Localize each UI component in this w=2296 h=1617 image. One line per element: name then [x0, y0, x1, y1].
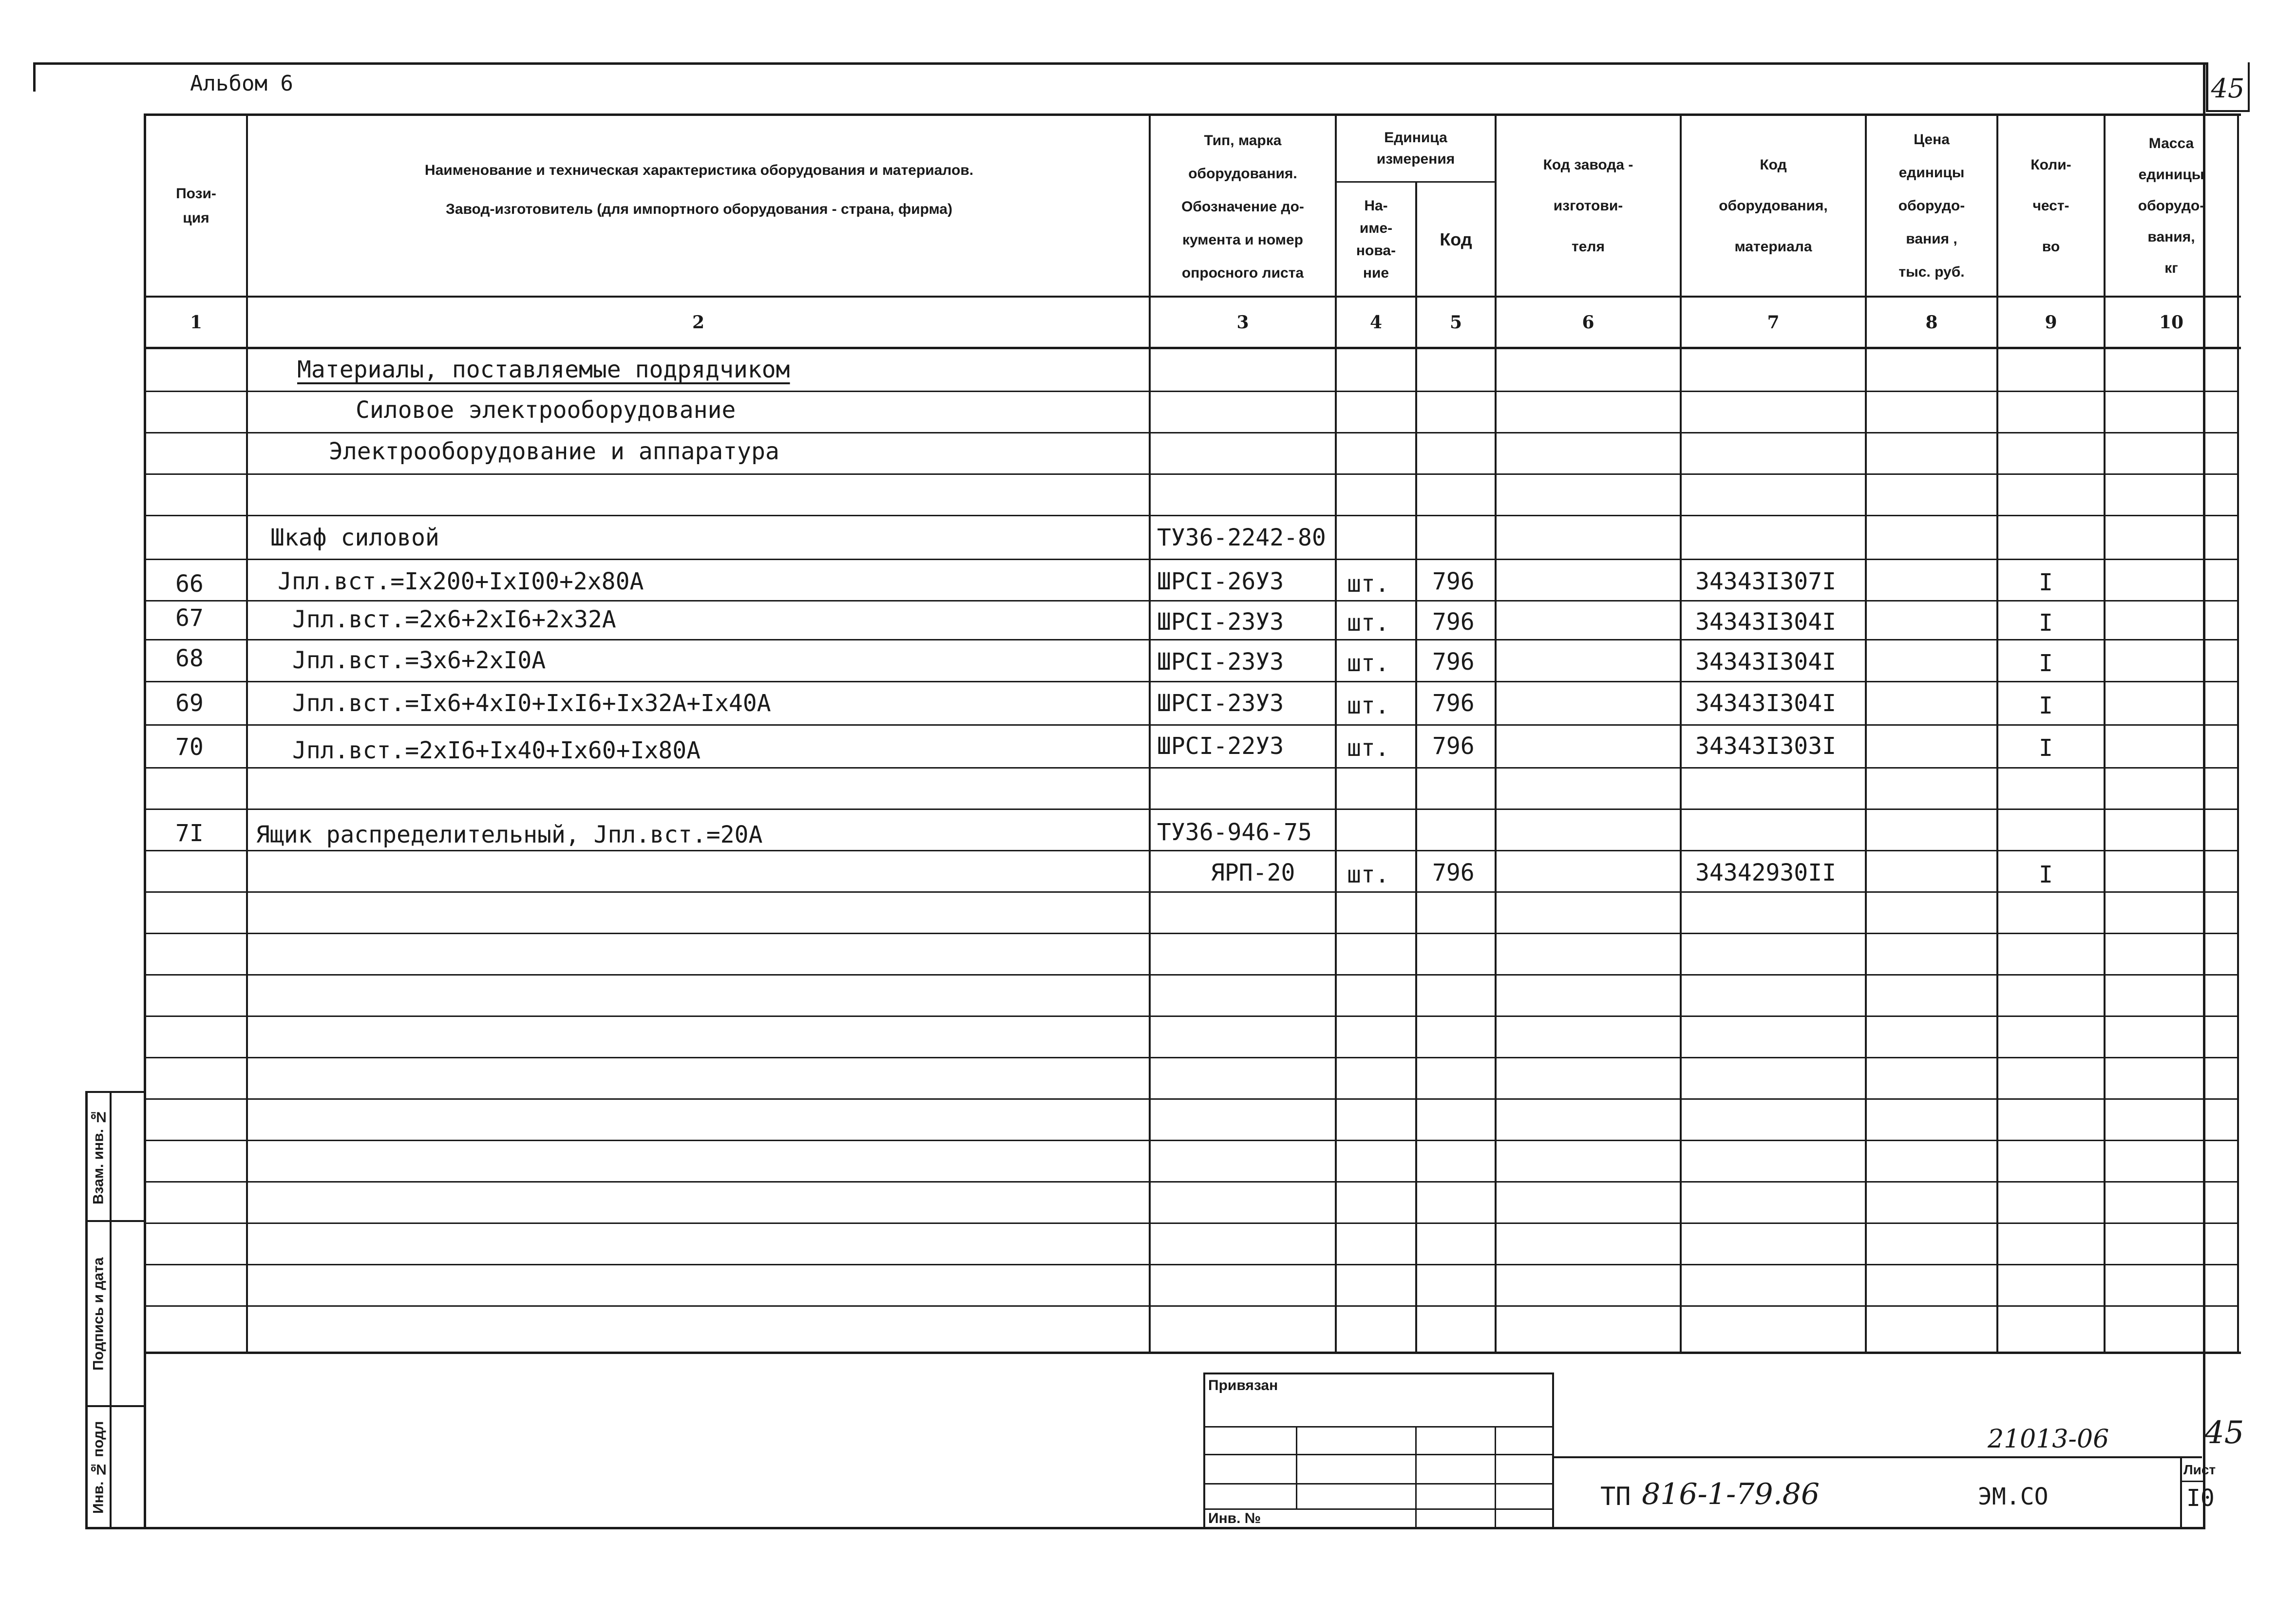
row-unit-code: 796 [1432, 859, 1475, 886]
column-number: 10 [2159, 312, 2184, 333]
row-type: ТУ36-2242-80 [1157, 524, 1326, 551]
row-equipment-code: 34343I303I [1695, 733, 1836, 760]
row-quantity: I [2039, 569, 2053, 596]
row-type: ТУ36-946-75 [1157, 819, 1312, 846]
header-unit-price: Цена единицы оборудо- вания , тыс. руб. [1898, 131, 1965, 280]
column-number: 2 [692, 312, 705, 333]
row-name: Jпл.вст.=Iх6+4хI0+IхI6+Iх32А+Iх40А [292, 690, 771, 717]
table-row-line [146, 1057, 2239, 1058]
section-heading-apparatus: Электрооборудование и аппаратура [329, 438, 779, 465]
row-position: 66 [175, 570, 204, 598]
header-unit-code: Код [1440, 229, 1472, 249]
section-code: ЭМ.СО [1978, 1483, 2049, 1510]
row-unit-code: 796 [1432, 733, 1475, 760]
row-type: ШРСI-23У3 [1157, 690, 1284, 717]
header-unit-mass: Масса единицы оборудо- вания, кг [2138, 135, 2205, 276]
stamp-original-inventory: Инв. № подл [90, 1421, 107, 1514]
table-row-line [146, 432, 2239, 433]
header-quantity: Коли- чест- во [2030, 156, 2071, 255]
row-equipment-code: 34343I307I [1695, 568, 1836, 595]
table-row-line [146, 639, 2239, 640]
row-position: 70 [175, 733, 204, 761]
stamp-signature-date: Подпись и дата [90, 1257, 107, 1371]
row-name: Jпл.вст.=Iх200+IхI00+2х80А [278, 568, 644, 595]
title-inventory-label: Инв. № [1208, 1510, 1261, 1526]
row-quantity: I [2039, 861, 2053, 888]
header-manufacturer-code: Код завода - изготови- теля [1543, 156, 1633, 255]
project-code: 816-1-79.86 [1642, 1477, 1820, 1511]
table-row-line [146, 808, 2239, 810]
row-unit-code: 796 [1432, 568, 1475, 595]
row-unit: шт. [1347, 650, 1389, 677]
row-equipment-code: 34343I304I [1695, 690, 1836, 717]
stamp-replacement-inventory: Взам. инв. № [90, 1109, 107, 1205]
column-number: 5 [1449, 312, 1462, 333]
row-equipment-code: 343429З0II [1695, 859, 1836, 886]
row-name: Ящик распределительный, Jпл.вст.=20А [256, 821, 763, 848]
table-row-line [146, 559, 2239, 560]
row-name: Шкаф силовой [270, 524, 439, 551]
row-unit: шт. [1347, 609, 1389, 637]
sheet-number: I0 [2186, 1485, 2215, 1512]
table-row-line [146, 933, 2239, 934]
row-unit: шт. [1347, 570, 1389, 598]
column-number: 6 [1582, 312, 1594, 333]
table-row-line [146, 1222, 2239, 1224]
sheet-label: Лист [2183, 1462, 2216, 1477]
row-unit-code: 796 [1432, 690, 1475, 717]
row-quantity: I [2039, 650, 2053, 677]
table-row-line [146, 724, 2239, 726]
table-row-line [146, 681, 2239, 682]
column-number: 3 [1236, 312, 1249, 333]
header-name [253, 156, 1145, 224]
header-position: Пози- ция [176, 185, 216, 226]
header-name-line2: Завод-изготовитель (для импортного оборудования - страна, фирма) [446, 201, 952, 217]
row-type: ШРСI-23У3 [1157, 608, 1284, 636]
table-row-line [146, 1140, 2239, 1141]
project-code-prefix: ТП [1600, 1482, 1631, 1511]
section-heading-materials: Материалы, поставляемые подрядчиком [297, 356, 790, 383]
table-row-line [146, 974, 2239, 976]
row-type: ШРСI-26У3 [1157, 568, 1284, 595]
title-attached-label: Привязан [1208, 1377, 1278, 1393]
table-row-line [146, 1264, 2239, 1265]
table-row-line [146, 1305, 2239, 1307]
column-number: 8 [1925, 312, 1938, 333]
row-unit: шт. [1347, 692, 1389, 719]
section-heading-power: Силовое электрооборудование [356, 396, 736, 424]
row-position: 69 [175, 690, 204, 717]
corner-page-number: 45 [2211, 73, 2245, 104]
row-equipment-code: 34343I304I [1695, 648, 1836, 676]
row-quantity: I [2039, 734, 2053, 762]
table-row-line [146, 767, 2239, 769]
row-name: Jпл.вст.=3х6+2хI0А [292, 647, 546, 674]
column-number: 7 [1767, 312, 1780, 333]
row-name: Jпл.вст.=2хI6+Iх40+Iх60+Iх80А [292, 737, 701, 764]
page-number: 45 [2204, 1415, 2244, 1451]
table-row-line [146, 515, 2239, 516]
row-name: Jпл.вст.=2х6+2хI6+2х32А [292, 606, 616, 633]
table-row-line [146, 391, 2239, 392]
row-unit-code: 796 [1432, 608, 1475, 636]
row-type: ШРСI-22У3 [1157, 733, 1284, 760]
album-label: Альбом 6 [190, 71, 293, 96]
table-row-line [146, 1181, 2239, 1183]
row-position: 67 [175, 604, 204, 632]
row-unit: шт. [1347, 734, 1389, 762]
row-unit: шт. [1347, 861, 1389, 888]
row-quantity: I [2039, 692, 2053, 719]
table-row-line [146, 473, 2239, 475]
row-type: ЯРП-20 [1211, 859, 1295, 886]
table-row-line [146, 1015, 2239, 1017]
header-name-line1: Наименование и техническая характеристика оборудования и материалов. [424, 162, 974, 178]
column-number: 4 [1369, 312, 1383, 333]
column-number: 9 [2045, 312, 2057, 333]
row-type: ШРСI-23У3 [1157, 648, 1284, 676]
table-row-line [146, 850, 2239, 851]
row-position: 7I [175, 820, 204, 847]
table-row-line [146, 1098, 2239, 1100]
column-number: 1 [190, 312, 203, 333]
document-number: 21013-06 [1988, 1425, 2109, 1454]
row-position: 68 [175, 645, 204, 672]
table-row-line [146, 600, 2239, 602]
row-quantity: I [2039, 609, 2053, 637]
row-unit-code: 796 [1432, 648, 1475, 676]
header-unit-group-label: Единица измерения [1376, 130, 1455, 167]
table-row-line [146, 891, 2239, 893]
header-type: Тип, марка оборудования. Обозначение до- кумента и номер опросного листа [1181, 132, 1304, 281]
header-equipment-code: Код оборудования, материала [1719, 156, 1828, 255]
header-unit-name: На- име- нова- ние [1356, 197, 1396, 281]
row-equipment-code: 34343I304I [1695, 608, 1836, 636]
